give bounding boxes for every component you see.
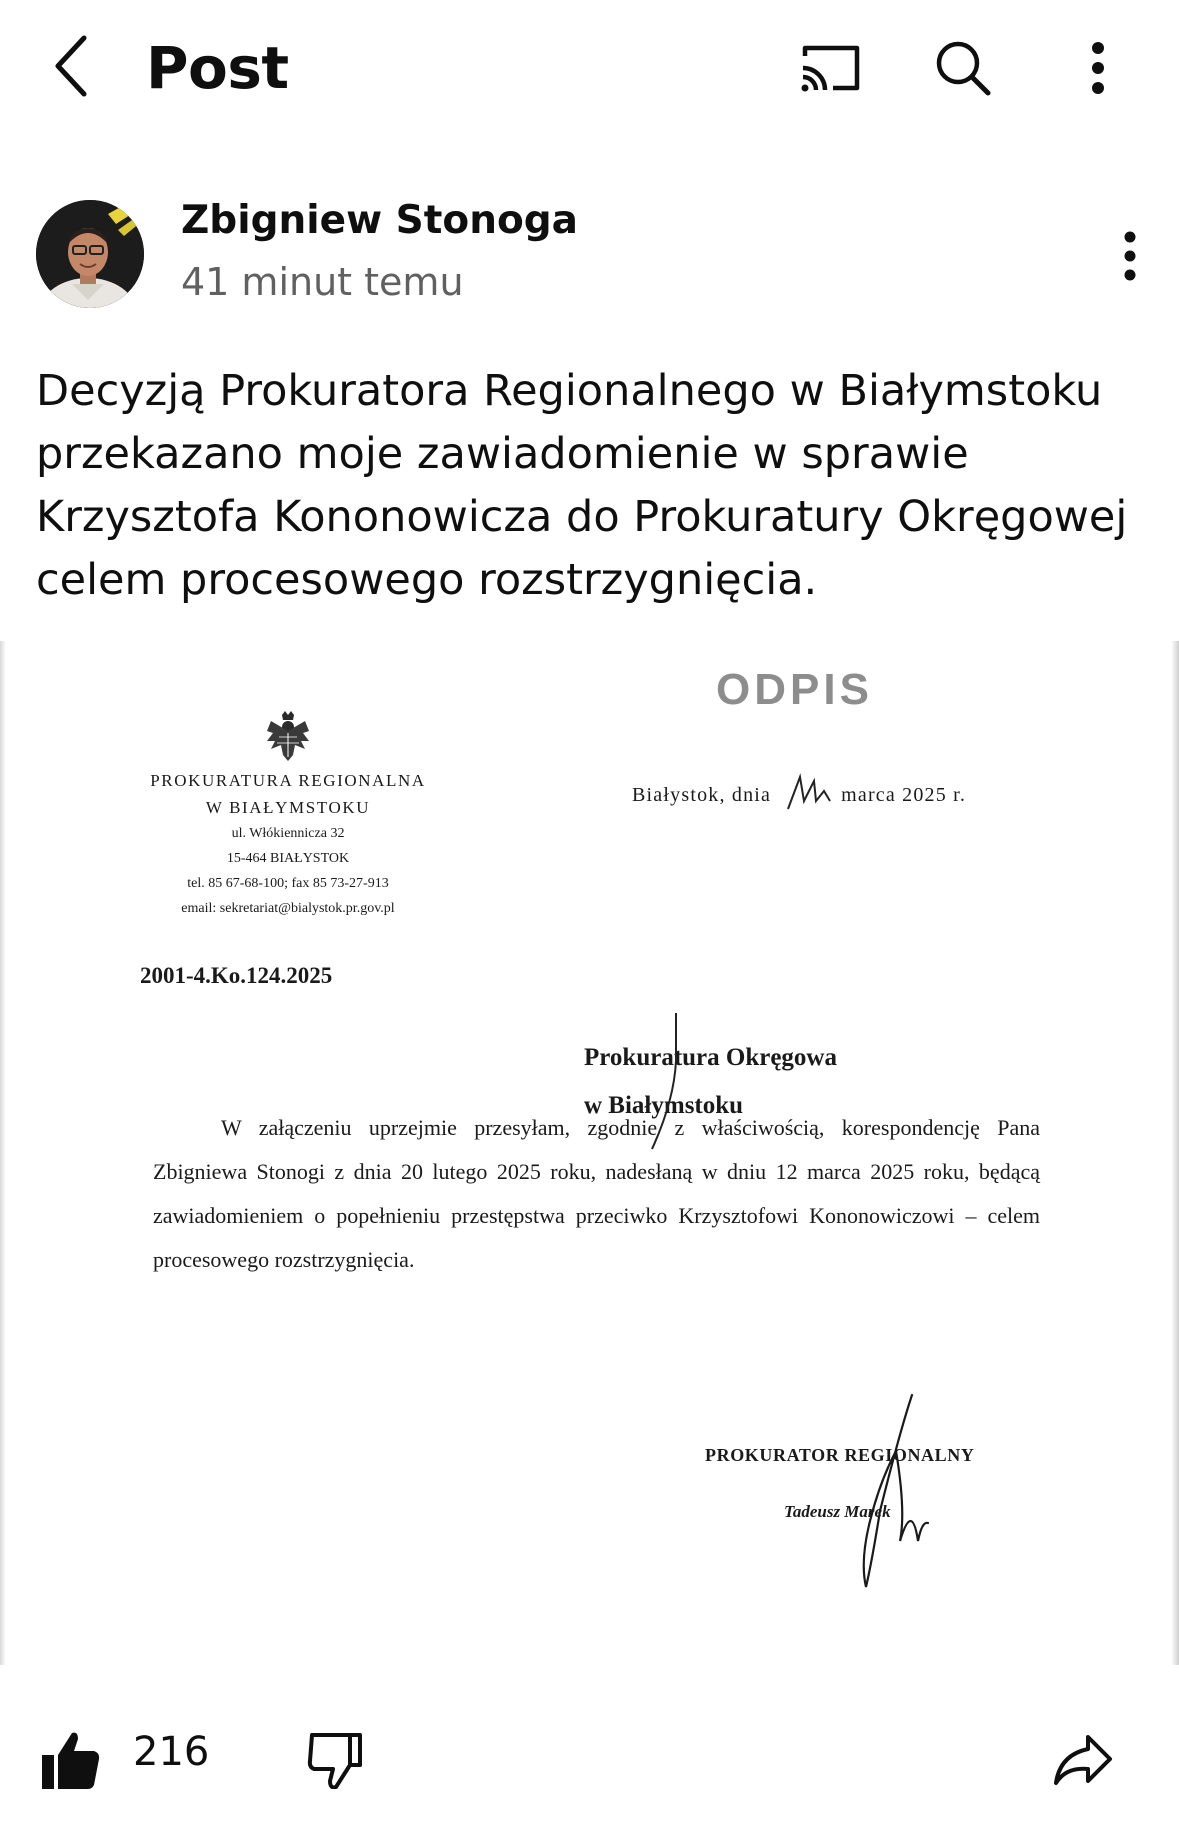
cast-icon xyxy=(799,42,863,94)
page-title: Post xyxy=(146,34,289,102)
more-vertical-icon xyxy=(1122,230,1138,282)
back-button[interactable] xyxy=(40,30,100,102)
search-button[interactable] xyxy=(925,32,1001,104)
document-body-paragraph xyxy=(153,1106,1040,1282)
place-date-prefix: Białystok, dnia xyxy=(632,784,772,806)
date-handwriting xyxy=(784,771,844,811)
address-phone: tel. 85 67-68-100; fax 85 73-27-913 xyxy=(187,876,389,891)
more-options-button[interactable] xyxy=(1060,32,1136,104)
document-edge-left xyxy=(0,641,6,1665)
top-app-bar xyxy=(0,0,1179,140)
institution-line-2: W BIAŁYMSTOKU xyxy=(205,798,371,817)
document-body-text: W załączeniu uprzejmie przesyłam, zgodnie z właściwością, korespondencję Pana Zbigniewa Stonogi z dnia 20 lutego 2025 roku, nadesłaną w dniu 12 marca 2025 roku, będącą zawiadomieniem o popełnieniu przestępstwa przeciwko Krzysztofowi Kononowiczowi – celem procesowego rozstrzygnięcia. xyxy=(153,1115,1040,1272)
post-timestamp: 41 minut temu xyxy=(181,260,464,304)
post-menu-button[interactable] xyxy=(1102,220,1158,292)
address-city: 15-464 BIAŁYSTOK xyxy=(226,851,350,866)
post-body-text: Decyzją Prokuratora Regionalnego w Białymstoku przekazano moje zawiadomienie w sprawie Krzysztofa Kononowicza do Prokuratury Okręgowej celem procesowego rozstrzygnięcia. xyxy=(36,366,1128,605)
author-name[interactable]: Zbigniew Stonoga xyxy=(181,198,578,243)
document-edge-right xyxy=(1171,641,1179,1665)
search-icon xyxy=(933,38,993,98)
like-button[interactable] xyxy=(36,1725,106,1795)
recipient-line-1: Prokuratura Okręgowa xyxy=(584,1044,837,1071)
institution-address xyxy=(92,821,484,921)
thumbs-up-filled-icon xyxy=(40,1729,102,1791)
eagle-emblem-icon xyxy=(265,711,311,763)
share-button[interactable] xyxy=(1048,1725,1118,1795)
handwritten-signature xyxy=(800,1391,930,1591)
post-image-document[interactable] xyxy=(0,641,1179,1665)
address-email: email: sekretariat@bialystok.pr.gov.pl xyxy=(181,901,395,916)
signer-name: Tadeusz Marek xyxy=(784,1502,891,1521)
recipient-line-2: w Białymstoku xyxy=(584,1092,744,1119)
stamp-odpis: ODPIS xyxy=(716,665,873,714)
post-author-row xyxy=(0,190,1179,320)
address-street: ul. Włókiennicza 32 xyxy=(231,826,345,841)
cast-button[interactable] xyxy=(793,32,869,104)
place-date-suffix: marca 2025 r. xyxy=(841,784,967,806)
post-action-bar xyxy=(0,1665,1179,1846)
author-photo xyxy=(36,200,144,308)
avatar[interactable] xyxy=(36,200,144,308)
thumbs-down-icon xyxy=(306,1731,364,1789)
reference-number: 2001-4.Ko.124.2025 xyxy=(140,963,333,988)
chevron-left-icon xyxy=(50,34,90,98)
more-vertical-icon xyxy=(1088,40,1108,96)
signer-title: PROKURATOR REGIONALNY xyxy=(705,1445,975,1465)
institution-name xyxy=(92,767,484,821)
share-icon xyxy=(1052,1733,1114,1787)
like-count: 216 xyxy=(133,1729,210,1775)
dislike-button[interactable] xyxy=(300,1725,370,1795)
institution-line-1: PROKURATURA REGIONALNA xyxy=(150,771,426,790)
